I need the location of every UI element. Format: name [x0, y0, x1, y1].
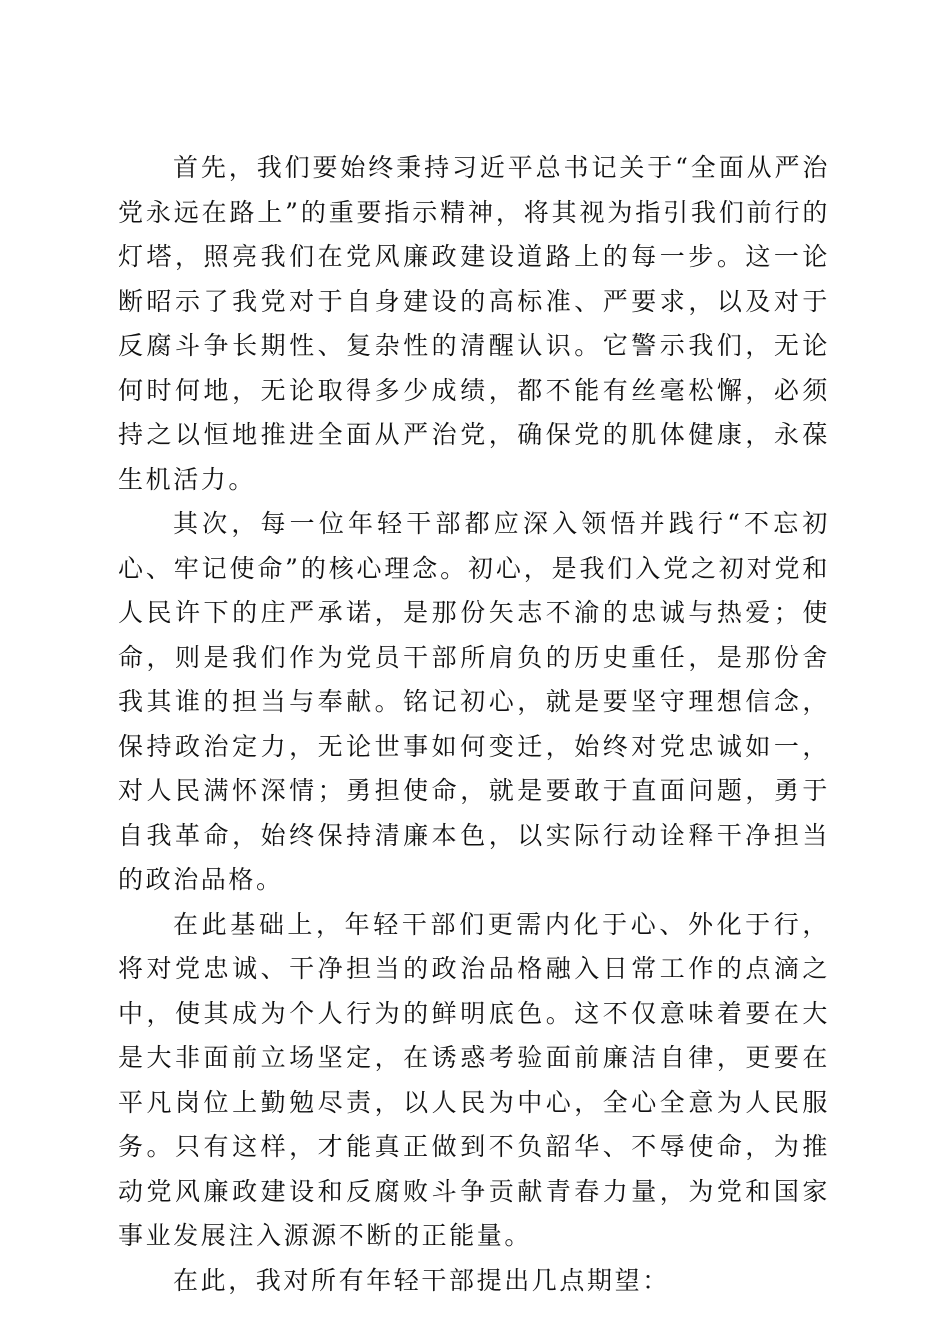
paragraph-4: 在此，我对所有年轻干部提出几点期望： [173, 1265, 670, 1295]
paragraph-1: 首先，我们要始终秉持习近平总书记关于“全面从严治党永远在路上”的重要指示精神，将其视为指引我们前行的灯塔，照亮我们在党风廉政建设道路上的每一步。这一论断昭示了我党对于自身建设的高标准、严要求，以及对于反腐斗争长期性、复杂性的清醒认识。它警示我们，无论何时何地，无论取得多少成绩，都不能有丝毫松懈，必须持之以恒地推进全面从严治党，确保党的肌体健康，永葆生机活力。 [118, 153, 830, 494]
paragraph-3: 在此基础上，年轻干部们更需内化于心、外化于行，将对党忠诚、干净担当的政治品格融入日常工作的点滴之中，使其成为个人行为的鲜明底色。这不仅意味着要在大是大非面前立场坚定，在诱惑考验面前廉洁自律，更要在平凡岗位上勤勉尽责，以人民为中心，全心全意为人民服务。只有这样，才能真正做到不负韶华、不辱使命，为推动党风廉政建设和反腐败斗争贡献青春力量，为党和国家事业发展注入源源不断的正能量。 [118, 909, 830, 1250]
paragraph-2: 其次，每一位年轻干部都应深入领悟并践行“不忘初心、牢记使命”的核心理念。初心，是我们入党之初对党和人民许下的庄严承诺，是那份矢志不渝的忠诚与热爱；使命，则是我们作为党员干部所肩负的历史重任，是那份舍我其谁的担当与奉献。铭记初心，就是要坚守理想信念，保持政治定力，无论世事如何变迁，始终对党忠诚如一，对人民满怀深情；勇担使命，就是要敢于直面问题，勇于自我革命，始终保持清廉本色，以实际行动诠释干净担当的政治品格。 [118, 509, 830, 894]
document-body [118, 146, 830, 1303]
